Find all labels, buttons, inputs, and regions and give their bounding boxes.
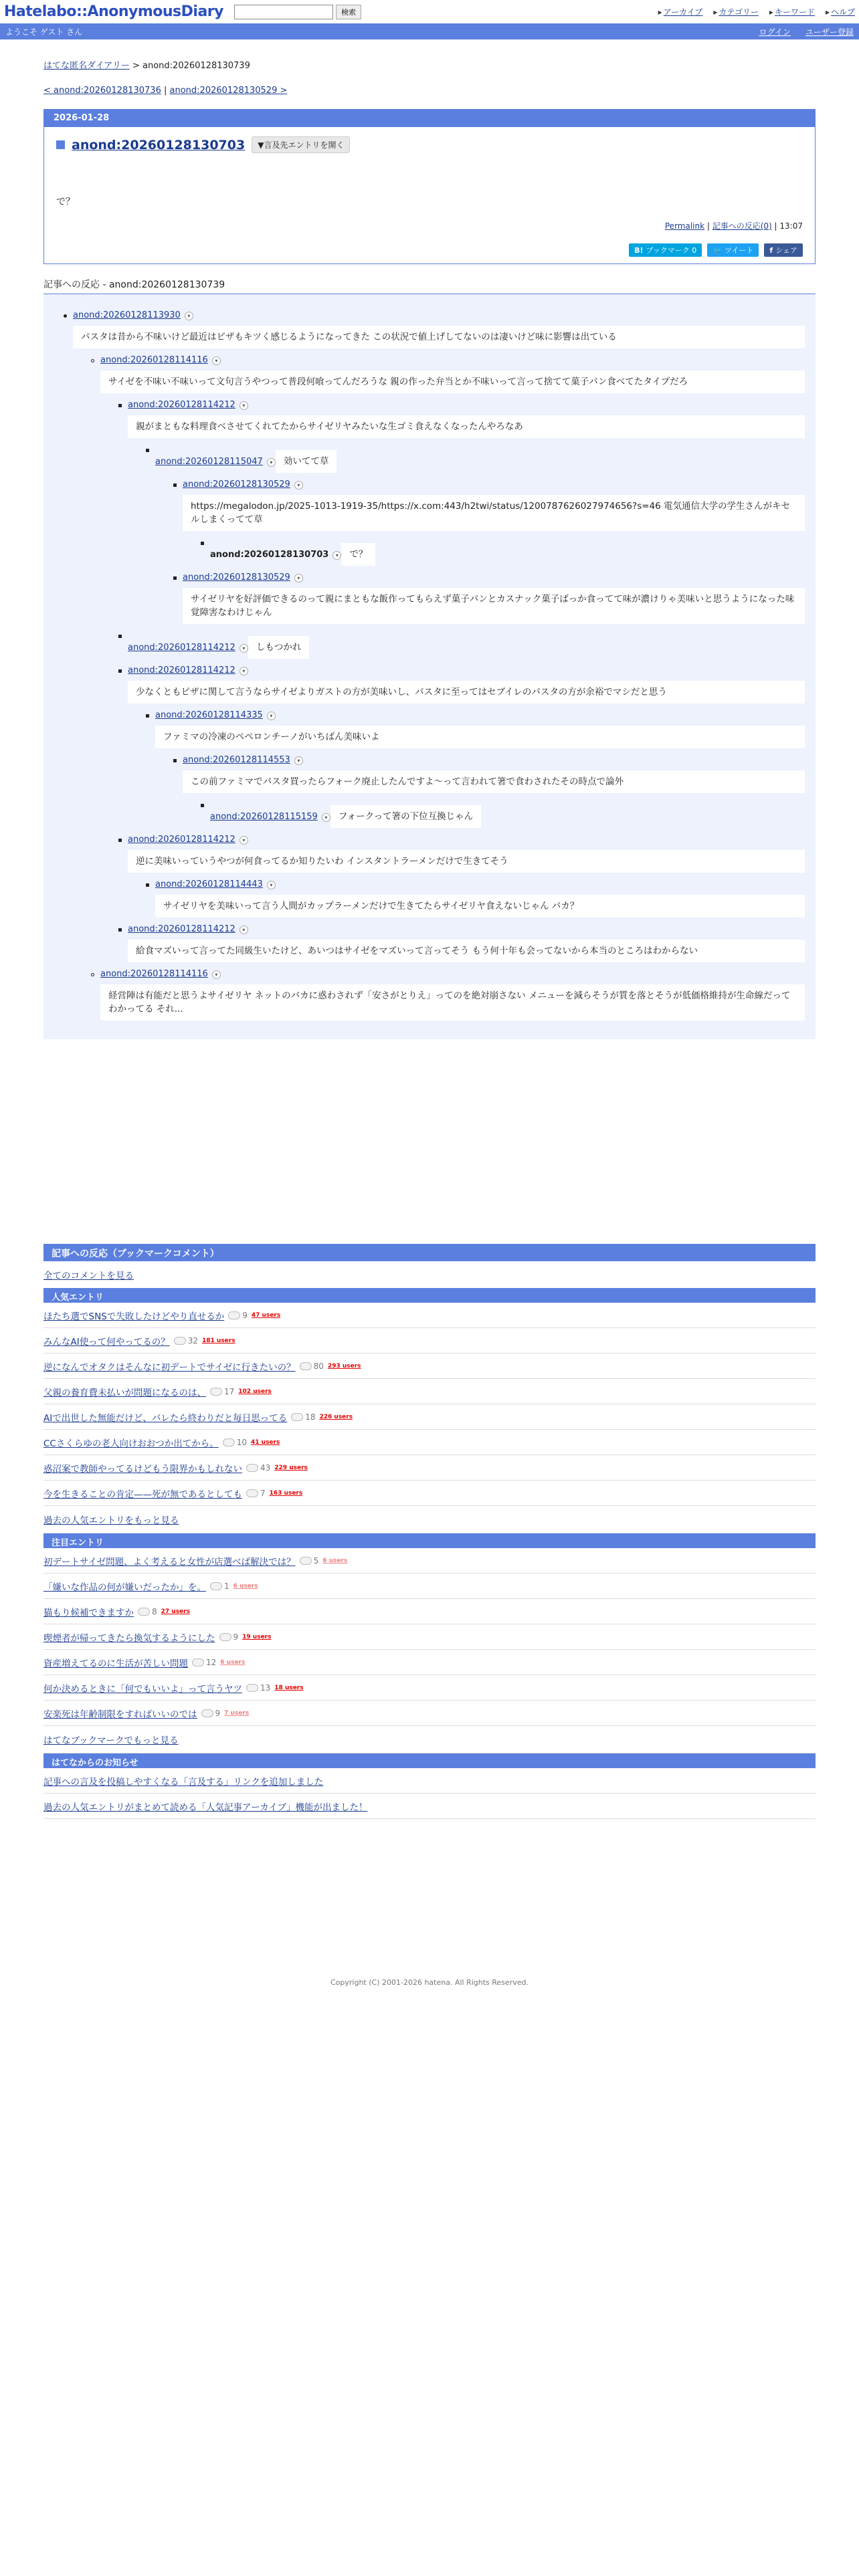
bullet-icon bbox=[173, 576, 177, 580]
comment-count[interactable]: 9 bbox=[219, 1632, 239, 1642]
comment-count[interactable]: 9 bbox=[228, 1311, 248, 1320]
notice-item bbox=[43, 1794, 816, 1819]
site-logo[interactable]: Hatelabo::AnonymousDiary bbox=[4, 3, 223, 20]
entry-link[interactable]: みんなAI使って何やってるの？ bbox=[43, 1337, 170, 1348]
all-comments-link[interactable]: 全てのコメントを見る bbox=[43, 1271, 134, 1281]
main-content bbox=[43, 39, 816, 1987]
share-buttons bbox=[56, 243, 803, 257]
bookmark-users-badge[interactable]: 181 users bbox=[202, 1337, 235, 1344]
ref-node-link[interactable]: anond:20260128114443 bbox=[155, 879, 263, 889]
breadcrumb-home[interactable]: はてな匿名ダイアリー bbox=[43, 61, 130, 71]
bullet-icon bbox=[146, 883, 149, 887]
entry-body: で？ bbox=[56, 197, 75, 207]
toggle-icon[interactable]: ▾ bbox=[322, 813, 330, 822]
square-icon bbox=[56, 140, 65, 149]
bookmark-users-badge[interactable]: 7 users bbox=[224, 1710, 250, 1717]
comment-bubble-icon bbox=[291, 1413, 303, 1421]
ref-node bbox=[100, 355, 805, 393]
entry-link[interactable]: AIで出世した無能だけど、バレたら終わりだと毎日思ってる bbox=[43, 1413, 288, 1424]
bullet-icon bbox=[118, 928, 122, 932]
comment-count[interactable]: 12 bbox=[192, 1658, 216, 1667]
entry-row bbox=[43, 1574, 816, 1599]
comment-count[interactable]: 17 bbox=[210, 1387, 234, 1396]
entry-row bbox=[43, 1328, 816, 1354]
bullet-icon bbox=[173, 484, 177, 487]
ref-node bbox=[210, 538, 805, 566]
ref-node-link[interactable]: anond:20260128114212 bbox=[128, 643, 235, 653]
ref-node bbox=[183, 479, 805, 531]
bullet-icon bbox=[201, 804, 204, 807]
ref-node bbox=[73, 310, 805, 348]
entry-row bbox=[43, 1650, 816, 1675]
ref-node bbox=[183, 755, 805, 793]
toggle-icon[interactable]: ▾ bbox=[240, 644, 248, 653]
ref-node-text: https://megalodon.jp/2025-1013-1919-35/https://x.com:443/h2twi/status/1200787626027974656?s=46 電気通信大学の学生さんがキセルしまくってて草 bbox=[183, 495, 805, 531]
ref-node bbox=[183, 572, 805, 624]
entry-link[interactable]: 何か決めるときに「何でもいいよ」って言うヤツ bbox=[43, 1684, 242, 1695]
entry-row bbox=[43, 1430, 816, 1455]
permalink[interactable]: Permalink bbox=[664, 221, 705, 231]
comment-bubble-icon bbox=[201, 1709, 213, 1717]
ref-node-link[interactable]: anond:20260128114212 bbox=[128, 924, 235, 934]
entry-row bbox=[43, 1624, 816, 1650]
ref-node-text: ファミマの冷凍のペペロンチーノがいちばん美味いよ bbox=[155, 726, 805, 748]
comment-bubble-icon bbox=[210, 1388, 222, 1396]
comment-count[interactable]: 5 bbox=[300, 1556, 319, 1566]
bullet-icon bbox=[91, 359, 94, 362]
ref-node-link[interactable]: anond:20260128115047 bbox=[155, 457, 263, 467]
entry-link[interactable]: 猫もり候補できますか​ bbox=[43, 1608, 134, 1618]
ref-node-text: しもつかれ bbox=[248, 636, 310, 659]
comment-bubble-icon bbox=[300, 1557, 312, 1565]
bullet-icon bbox=[173, 759, 177, 762]
search-button[interactable]: 検索 bbox=[336, 5, 361, 19]
notable-entries bbox=[43, 1548, 816, 1726]
ref-node-link[interactable]: anond:20260128115159 bbox=[210, 812, 318, 822]
entry-link[interactable]: CCさくらゆの老人向けおおつか出てから。 bbox=[43, 1438, 219, 1449]
refs-count-link[interactable]: 記事への反応(0) bbox=[712, 221, 772, 231]
popular-more-link[interactable]: 過去の人気エントリをもっと見る bbox=[43, 1515, 179, 1526]
comment-bubble-icon bbox=[219, 1633, 231, 1641]
notice-link[interactable]: 記事への言及を投稿しやすくなる「言及する」リンクを追加しました bbox=[43, 1777, 324, 1788]
bookmark-users-badge[interactable]: 102 users bbox=[238, 1388, 272, 1395]
ref-node bbox=[128, 924, 805, 962]
search-input[interactable] bbox=[234, 5, 333, 19]
entry-link[interactable]: 初デートサイゼ問題、よく考えると女性が店選べば解決では？ bbox=[43, 1557, 296, 1568]
entry-row bbox=[43, 1701, 816, 1726]
entry-row bbox=[43, 1481, 816, 1506]
ref-node-text: サイゼを不味い不味いって文句言うやつって普段何喰ってんだろうな 親の作った弁当とか不味いって言って捨てて菓子パン食べてたタイプだろ bbox=[100, 370, 805, 393]
comment-count[interactable]: 18 bbox=[291, 1412, 315, 1422]
comment-count[interactable]: 32 bbox=[174, 1336, 198, 1346]
bookmark-users-badge[interactable]: 6 users bbox=[220, 1659, 246, 1666]
ref-node-link[interactable]: anond:20260128114553 bbox=[183, 755, 290, 765]
ref-node-link[interactable]: anond:20260128114212 bbox=[128, 835, 235, 845]
entry-row bbox=[43, 1303, 816, 1328]
footer-copyright: Copyright (C) 2001-2026 hatena. All Rights Reserved. bbox=[330, 1978, 529, 1987]
ref-node-text: で？ bbox=[341, 543, 375, 566]
refs-tree bbox=[43, 294, 816, 1039]
ref-node bbox=[210, 800, 805, 828]
notable-entries-head: 注目エントリ bbox=[43, 1533, 816, 1548]
user-bar bbox=[0, 23, 859, 39]
comment-bubble-icon bbox=[192, 1658, 204, 1667]
bookmark-users-badge[interactable]: 163 users bbox=[269, 1490, 303, 1497]
entry-title[interactable]: anond:20260128130703 bbox=[72, 137, 246, 152]
top-bar bbox=[0, 0, 859, 23]
bookmark-users-badge[interactable]: 27 users bbox=[161, 1608, 190, 1615]
toggle-icon[interactable]: ▾ bbox=[267, 881, 276, 889]
comment-count[interactable]: 80 bbox=[300, 1362, 324, 1371]
hatena-bookmark-button[interactable]: B! ブックマーク 0 bbox=[629, 243, 702, 257]
welcome-text: ようこそ ゲスト さん bbox=[5, 27, 83, 37]
entry-row bbox=[43, 1455, 816, 1481]
next-entry-link[interactable]: anond:20260128130529 > bbox=[169, 86, 288, 96]
entry-link[interactable]: 今を生きることの肯定——死が無であるとしても bbox=[43, 1489, 242, 1500]
expand-mention-button[interactable]: ▼言及先エントリを開く bbox=[252, 136, 350, 153]
bullet-icon bbox=[118, 635, 122, 638]
entry-link[interactable]: 父親の養育費未払いが問題になるのは、 bbox=[43, 1388, 206, 1398]
tweet-button[interactable]: 🐦 ツイート bbox=[707, 243, 759, 257]
register-link[interactable]: ユーザー登録 bbox=[805, 27, 854, 37]
bookmark-users-badge[interactable]: 6 users bbox=[322, 1558, 348, 1564]
entry-link[interactable]: 安楽死は年齢制限をすればいいのでは bbox=[43, 1709, 197, 1720]
comment-bubble-icon bbox=[138, 1608, 150, 1616]
bullet-icon bbox=[64, 314, 67, 318]
comment-bubble-icon bbox=[174, 1337, 186, 1345]
bookmark-users-badge[interactable]: 19 users bbox=[242, 1634, 272, 1640]
ref-node bbox=[100, 969, 805, 1021]
keyword-link[interactable]: ▸ キーワード bbox=[769, 6, 815, 17]
ref-node-link[interactable]: anond:20260128130529 bbox=[183, 479, 290, 490]
bookmark-users-badge[interactable]: 18 users bbox=[274, 1685, 304, 1691]
popular-entries-head: 人気エントリ bbox=[43, 1288, 816, 1303]
bullet-icon bbox=[91, 973, 94, 976]
ref-node-text: サイゼリヤを美味いって言う人間がカップラーメンだけで生きてたらサイゼリヤ食えないじゃん バカ？ bbox=[155, 895, 805, 918]
toggle-icon[interactable]: ▾ bbox=[267, 458, 276, 467]
comment-count[interactable]: 7 bbox=[246, 1489, 266, 1498]
comment-bubble-icon bbox=[246, 1464, 258, 1472]
entry-time: | 13:07 bbox=[771, 221, 803, 231]
breadcrumb-current: anond:20260128130739 bbox=[142, 61, 250, 71]
comment-bubble-icon bbox=[300, 1362, 312, 1370]
day-date: 2026-01-28 bbox=[44, 110, 815, 127]
comment-count[interactable]: 43 bbox=[246, 1463, 270, 1473]
ref-node-text: 親がまともな料理食べさせてくれてたからサイゼリヤみたいな生ゴミ食えなくなったんやろなあ bbox=[128, 415, 805, 438]
entry-link[interactable]: 資産増えてるのに生活が苦しい問題 bbox=[43, 1658, 188, 1669]
bullet-icon bbox=[201, 542, 204, 545]
toggle-icon[interactable]: ▾ bbox=[267, 712, 276, 720]
comment-bubble-icon bbox=[228, 1311, 240, 1319]
bookmark-section-title: 記事への反応（ブックマークコメント） bbox=[43, 1244, 816, 1261]
bookmark-users-badge[interactable]: 229 users bbox=[274, 1465, 308, 1471]
comment-count[interactable]: 8 bbox=[138, 1607, 157, 1616]
ref-node bbox=[128, 400, 805, 438]
toggle-icon[interactable]: ▾ bbox=[240, 926, 248, 934]
toggle-icon[interactable]: ▾ bbox=[212, 970, 221, 979]
ref-node-link[interactable]: anond:20260128114116 bbox=[100, 355, 208, 365]
refs-title: 記事への反応 - anond:20260128130739 bbox=[43, 278, 816, 294]
entry-pager: < anond:20260128130736 | anond:20260128130529 > bbox=[43, 86, 288, 96]
entry-link[interactable]: 惑沼案で教師やってるけどもう限界かもしれない bbox=[43, 1464, 242, 1475]
toggle-icon[interactable]: ▾ bbox=[240, 836, 248, 845]
ref-node bbox=[155, 879, 805, 918]
entry-row bbox=[43, 1548, 816, 1574]
archive-link[interactable]: ▸ アーカイブ bbox=[658, 6, 703, 17]
ref-node bbox=[155, 710, 805, 748]
entry-row bbox=[43, 1354, 816, 1379]
ref-node-text: 給食マズいって言ってた同級生いたけど、あいつはサイゼをマズいって言ってそう もう何十年も会ってないから本当のところはわからない bbox=[128, 940, 805, 962]
prev-entry-link[interactable]: < anond:20260128130736 bbox=[43, 86, 161, 96]
comment-bubble-icon bbox=[246, 1684, 258, 1692]
twitter-bird-icon: 🐦 bbox=[712, 245, 722, 255]
ref-node-text: 少なくともピザに関して言うならサイゼよりガストの方が美味いし、パスタに至ってはセブイレのパスタの方が余裕でマシだと思う bbox=[128, 681, 805, 704]
entry-row bbox=[43, 1404, 816, 1430]
facebook-share-button[interactable]: f シェア bbox=[764, 243, 803, 257]
entry-meta: Permalink | 記事への反応(0) | 13:07 bbox=[664, 221, 803, 231]
bullet-icon bbox=[146, 714, 149, 718]
ref-node-text: 逆に美味いっていうやつが何食ってるか知りたいわ インスタントラーメンだけで生きてそう bbox=[128, 850, 805, 873]
bullet-icon bbox=[118, 404, 122, 407]
bullet-icon bbox=[146, 449, 149, 452]
ref-node-text: パスタは昔から不味いけど最近はピザもキツく感じるようになってきた この状況で値上げしてないのは凄いけど味に影響は出ている bbox=[73, 326, 805, 348]
bookmark-users-badge[interactable]: 226 users bbox=[319, 1414, 353, 1420]
notice-item bbox=[43, 1768, 816, 1794]
login-link[interactable]: ログイン bbox=[759, 27, 791, 37]
comment-count[interactable]: 1 bbox=[210, 1582, 229, 1591]
hatena-b-icon: B! bbox=[634, 245, 644, 255]
ref-node-link[interactable]: anond:20260128114116 bbox=[100, 969, 208, 979]
toggle-icon[interactable]: ▾ bbox=[294, 756, 303, 765]
ref-node-link[interactable]: anond:20260128130529 bbox=[183, 572, 290, 582]
notices-head: はてなからのお知らせ bbox=[43, 1753, 816, 1768]
bookmark-users-badge[interactable]: 6 users bbox=[233, 1583, 258, 1590]
ref-node-text: この前ファミマでパスタ買ったらフォーク廃止したんですよ〜って言われて箸で食わされたその時点で論外 bbox=[183, 770, 805, 793]
ref-node-link[interactable]: anond:20260128114335 bbox=[155, 710, 263, 720]
notice-link[interactable]: 過去の人気エントリがまとめて読める「人気記事アーカイブ」機能が出ました！ bbox=[43, 1802, 368, 1813]
toggle-icon[interactable]: ▾ bbox=[332, 551, 341, 560]
bookmark-section bbox=[43, 1244, 816, 1819]
entry-row bbox=[43, 1599, 816, 1624]
bullet-icon bbox=[118, 669, 122, 673]
ref-node bbox=[128, 835, 805, 873]
help-link[interactable]: ▸ ヘルプ bbox=[826, 6, 855, 17]
entry-link[interactable]: 「嫌いな作品の何が嫌いだったか」を。 bbox=[43, 1582, 206, 1593]
day-section bbox=[43, 109, 816, 264]
facebook-f-icon: f bbox=[769, 245, 773, 255]
ref-node-link[interactable]: anond:20260128114212 bbox=[128, 665, 235, 675]
bookmark-more-link[interactable]: はてなブックマークでもっと見る bbox=[43, 1735, 179, 1746]
toggle-icon[interactable]: ▾ bbox=[294, 481, 303, 490]
bookmark-users-badge[interactable]: 41 users bbox=[251, 1439, 280, 1446]
category-link[interactable]: ▸ カテゴリー bbox=[713, 6, 759, 17]
comment-bubble-icon bbox=[246, 1489, 258, 1497]
ref-node-text: 効いてて草 bbox=[276, 450, 337, 473]
ref-node bbox=[155, 445, 805, 473]
entry-link[interactable]: ほたち選でSNSで失敗したけどやり直せるか bbox=[43, 1311, 225, 1322]
comment-count[interactable]: 10 bbox=[223, 1438, 247, 1447]
toggle-icon[interactable]: ▾ bbox=[240, 667, 248, 675]
bullet-icon bbox=[118, 839, 122, 842]
toggle-icon[interactable]: ▾ bbox=[212, 356, 221, 365]
comment-bubble-icon bbox=[223, 1438, 235, 1446]
refs-tree-list bbox=[43, 310, 816, 1021]
entry-row bbox=[43, 1675, 816, 1701]
comment-count[interactable]: 13 bbox=[246, 1683, 270, 1693]
comment-count[interactable]: 9 bbox=[201, 1709, 221, 1718]
toggle-icon[interactable]: ▾ bbox=[240, 401, 248, 410]
ref-node-link[interactable]: anond:20260128114212 bbox=[128, 400, 235, 410]
bookmark-users-badge[interactable]: 47 users bbox=[251, 1312, 281, 1319]
bookmark-users-badge[interactable]: 293 users bbox=[327, 1363, 361, 1370]
ref-node-link[interactable]: anond:20260128113930 bbox=[73, 310, 181, 320]
top-links bbox=[658, 6, 855, 17]
ref-node-text: サイゼリヤを好評価できるのって親にまともな飯作ってもらえず菓子パンとカスナック菓子ばっか食ってて味が濃けりゃ美味いと思うようになった味覚障害なわけじゃん bbox=[183, 588, 805, 624]
ref-node-text: 経営陣は有能だと思うよサイゼリヤ ネットのバカに惑わされず「安さがとりえ」ってのを絶対崩さない メニューを減らそうが質を落とそうが低価格維持が生命線だってわかってる それ... bbox=[100, 984, 805, 1021]
ref-node-text: フォークって箸の下位互換じゃん bbox=[330, 805, 481, 828]
entry-link[interactable]: 逆になんでオタクはそんなに初デートでサイゼに行きたいの？ bbox=[43, 1362, 296, 1373]
toggle-icon[interactable]: ▾ bbox=[294, 574, 303, 582]
breadcrumb: はてな匿名ダイアリー > anond:20260128130739 bbox=[43, 61, 250, 71]
ad-space bbox=[43, 1039, 816, 1244]
toggle-icon[interactable]: ▾ bbox=[185, 312, 193, 320]
popular-entries bbox=[43, 1303, 816, 1506]
ref-node bbox=[128, 665, 805, 704]
entry-row bbox=[43, 1379, 816, 1404]
entry-link[interactable]: 喫煙者が帰ってきたら換気するようにした bbox=[43, 1633, 215, 1644]
ref-node bbox=[128, 631, 805, 659]
comment-bubble-icon bbox=[210, 1582, 222, 1590]
ref-node-current: anond:20260128130703 bbox=[210, 550, 329, 560]
